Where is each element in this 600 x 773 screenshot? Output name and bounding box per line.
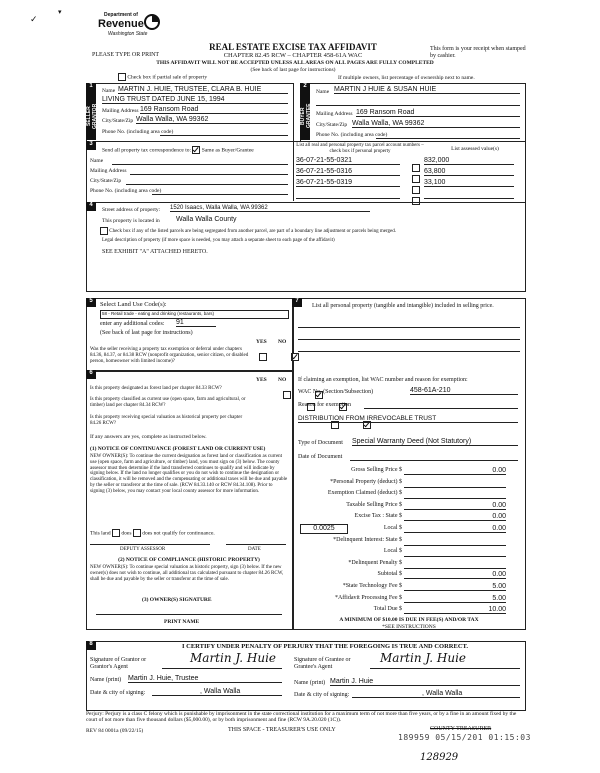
s6-yes-header: YES xyxy=(256,377,267,383)
reason-label: Reason for exemption xyxy=(298,402,351,408)
this-land-label: This land xyxy=(90,530,111,537)
grantor-signature-line[interactable] xyxy=(162,667,282,669)
corr-mailing-label: Mailing Address xyxy=(90,168,127,174)
assessor-date-label: DATE xyxy=(248,547,261,552)
same-as-buyer-checkbox[interactable] xyxy=(192,146,200,154)
calc-row xyxy=(298,525,520,537)
buyer-phone-label: Phone No. (including area code) xyxy=(316,132,388,138)
doc-date-label: Date of Document xyxy=(298,454,343,460)
calc-label: *Affidavit Processing Fee $ xyxy=(334,594,402,601)
assessor-signature-line[interactable] xyxy=(90,543,210,545)
seller-side-label: SELLER GRANTOR xyxy=(86,103,98,129)
parcel-row xyxy=(296,168,520,179)
calc-label: *Delinquent Interest: State $ xyxy=(333,536,402,543)
grantee-date-city-label: Date & city of signing: xyxy=(294,692,350,698)
qualify-label: qualify for continuance. xyxy=(162,530,215,537)
current-use-question: Is this property classified as current use (open space, farm and agricultural, or timber) land per chapter 84.34 RCW? xyxy=(90,397,246,408)
buyer-side-label: BUYER GRANTEE xyxy=(300,103,312,129)
section-3-number: 3 xyxy=(86,141,96,150)
street-field[interactable]: 1520 Isaacs, Walla Walla, WA 99362 xyxy=(170,205,370,212)
section-7-number: 7 xyxy=(292,298,302,307)
forest-yes-checkbox[interactable] xyxy=(283,391,291,399)
land-use-see-back: (See back of last page for instructions) xyxy=(100,330,193,336)
seller-mailing-field[interactable]: 169 Ransom Road xyxy=(140,106,288,114)
assessor-date-line[interactable] xyxy=(226,543,286,545)
grantee-name-field[interactable]: Martin J. Huie xyxy=(330,678,520,686)
forest-question: Is this property designated as forest land per chapter 84.33 RCW? xyxy=(90,386,222,391)
legal-label: Legal description of property (if more space is needed, you may attach a separate sheet to each page of the affidavit) xyxy=(102,238,335,243)
calc-value[interactable] xyxy=(404,490,506,499)
calc-row xyxy=(298,595,520,607)
continuance-row xyxy=(90,529,215,537)
personal-property-line-3[interactable] xyxy=(298,350,520,352)
notice-1-text: NEW OWNER(S): To continue the current designation as forest land or classification as current use (open space, farm and agriculture, or timber) land, you must sign on (3) below. The county assessor must then determine if the land transferred continues to qualify and will indicate by signing below. If the land no longer qualifies or you do not wish to continue the designation or classification, it will be removed and the compensating or additional taxes will be due and payable by the seller or transferor at the time of sale. (RCW 84.33.140 or RCW 84.34.108). Prior to signing (3) below, you may contact your local county assessor for more information. xyxy=(90,454,288,494)
calc-row xyxy=(298,583,520,595)
form-warning: THIS AFFIDAVIT WILL NOT BE ACCEPTED UNLESS ALL AREAS ON ALL PAGES ARE FULLY COMPLETED xyxy=(156,60,434,66)
calc-value[interactable]: 0.00 xyxy=(404,525,506,533)
parcel-row xyxy=(296,179,520,190)
parcel-number[interactable] xyxy=(296,190,400,199)
scan-mark: ✓ xyxy=(30,14,38,24)
section-6-number: 6 xyxy=(86,370,96,379)
dept-small: Department of xyxy=(104,12,138,18)
receipt-number: 128929 xyxy=(420,752,459,763)
does-not-checkbox[interactable] xyxy=(133,529,141,537)
additional-codes-field[interactable]: 91 xyxy=(176,319,216,327)
street-label: Street address of property: xyxy=(102,207,161,213)
buyer-city-field[interactable]: Walla Walla, WA 99362 xyxy=(352,120,520,128)
calc-label: Total Due $ xyxy=(373,606,402,613)
section-4-number: 4 xyxy=(86,202,96,211)
section-1-number: 1 xyxy=(86,83,96,92)
calc-row xyxy=(298,537,520,549)
buyer-name-field-2[interactable] xyxy=(316,97,520,106)
seller-phone-field[interactable] xyxy=(160,127,288,136)
historic-question: Is this property receiving special valuation as historical property per chapter 84.26 RCW? xyxy=(90,415,243,426)
county-treasurer-label: COUNTY TREASURER xyxy=(430,726,492,732)
grantee-signature[interactable]: Martin J. Huie xyxy=(380,651,467,665)
assessed-header: List assessed value(s) xyxy=(451,146,499,152)
seller-name-field-2[interactable]: LIVING TRUST DATED JUNE 15, 1994 xyxy=(102,96,288,104)
calc-row xyxy=(298,467,520,479)
minimum-due-note: A MINIMUM OF $10.00 IS DUE IN FEE(S) AND/OR TAX xyxy=(339,617,479,623)
boundary-label: Check box if any of the listed parcels are being segregated from another parcel, are part of a boundary line adjustment or parcels being merged. xyxy=(109,229,396,235)
see-instructions-note: *SEE INSTRUCTIONS xyxy=(382,624,436,630)
scan-dot-mark: ▾ xyxy=(58,8,62,16)
corr-city-label: City/State/Zip xyxy=(90,178,122,184)
treasurer-space-label: THIS SPACE - TREASURER'S USE ONLY xyxy=(228,727,336,733)
parcel-number[interactable]: 36-07-21-55-0316 xyxy=(296,168,400,176)
parcel-value[interactable]: 33,100 xyxy=(424,179,514,187)
additional-codes-label: enter any additional codes: xyxy=(100,321,165,327)
grantor-date-city-field[interactable]: , Walla Walla xyxy=(152,688,282,696)
section-4-box xyxy=(86,202,526,292)
corr-name-field[interactable] xyxy=(112,156,288,165)
does-not-label: does not xyxy=(142,530,161,537)
grantor-name-label: Name (print) xyxy=(90,677,122,683)
calc-row xyxy=(298,560,520,572)
parcel-value[interactable]: 63,800 xyxy=(424,168,514,176)
parcel-number[interactable]: 36-07-21-55-0321 xyxy=(296,157,400,165)
notice-1-title: (1) NOTICE OF CONTINUANCE (FOREST LAND OR CURRENT USE) xyxy=(90,446,266,452)
partial-sale-row xyxy=(118,73,207,81)
calc-value[interactable]: 0.00 xyxy=(404,502,506,510)
calc-row xyxy=(298,502,520,514)
calc-row xyxy=(298,606,520,618)
grantee-date-city-field[interactable]: , Walla Walla xyxy=(352,690,520,698)
section-6-box xyxy=(86,370,294,630)
grantor-date-city-label: Date & city of signing: xyxy=(90,690,146,696)
form-title: REAL ESTATE EXCISE TAX AFFIDAVIT xyxy=(209,42,377,52)
partial-sale-checkbox[interactable] xyxy=(118,73,126,81)
does-label: does xyxy=(121,530,132,537)
seller-mailing-label: Mailing Address xyxy=(102,108,139,114)
print-name-label: PRINT NAME xyxy=(164,619,200,625)
buyer-name-field[interactable]: MARTIN J HUIE & SUSAN HUIE xyxy=(334,86,520,94)
does-checkbox[interactable] xyxy=(112,529,120,537)
calc-row xyxy=(298,479,520,491)
buyer-mailing-field[interactable]: 169 Ransom Road xyxy=(356,109,520,117)
calc-value[interactable]: 0.00 xyxy=(404,467,506,475)
calc-label: Local $ xyxy=(383,524,402,531)
form-see-back: (See back of last page for instructions) xyxy=(250,67,336,73)
certify-statement: I CERTIFY UNDER PENALTY OF PERJURY THAT THE FOREGOING IS TRUE AND CORRECT. xyxy=(181,643,468,650)
same-as-buyer-label: Same as Buyer/Grantee xyxy=(201,147,254,154)
calc-row xyxy=(298,490,520,502)
seller-city-label: City/State/Zip xyxy=(102,118,134,124)
grantor-name-field[interactable]: Martin J. Huie, Trustee xyxy=(128,675,282,683)
personal-property-line-1[interactable] xyxy=(298,326,520,328)
reason-line[interactable] xyxy=(364,400,518,409)
corr-mailing-field[interactable] xyxy=(130,166,288,175)
buyer-mailing-label: Mailing Address xyxy=(316,111,353,117)
calc-label: *Delinquent Penalty $ xyxy=(348,559,402,566)
calc-label: Excise Tax : State $ xyxy=(354,513,402,520)
grantor-signature[interactable]: Martin J. Huie xyxy=(190,651,277,665)
corr-phone-field[interactable] xyxy=(152,186,288,195)
exemption-yes-checkbox[interactable] xyxy=(259,353,267,361)
corr-phone-label: Phone No. (including area code) xyxy=(90,188,162,194)
form-chapter: CHAPTER 82.45 RCW – CHAPTER 458-61A WAC xyxy=(223,52,363,59)
calc-value[interactable] xyxy=(404,548,506,557)
dept-state: Washington State xyxy=(108,31,148,37)
boundary-row xyxy=(100,227,396,235)
partial-sale-label: Check box if partial sale of property xyxy=(127,74,208,81)
seller-name-field[interactable]: MARTIN J. HUIE, TRUSTEE, CLARA B. HUIE xyxy=(118,86,288,94)
parcel-value[interactable] xyxy=(424,190,514,199)
dor-logo-icon xyxy=(143,13,161,31)
parcel-value[interactable]: 832,000 xyxy=(424,157,514,165)
seller-phone-label: Phone No. (including area code) xyxy=(102,129,174,135)
s5-no-header: NO xyxy=(278,339,287,345)
deputy-assessor-label: DEPUTY ASSESSOR xyxy=(120,547,166,552)
owner-signature-label: (3) OWNER(S) SIGNATURE xyxy=(142,597,212,603)
seller-name-label: Name xyxy=(102,88,116,94)
section-5-number: 5 xyxy=(86,298,96,307)
calc-value[interactable]: 10.00 xyxy=(404,606,506,614)
personal-property-text: List all personal property (tangible and intangible) included in selling price. xyxy=(312,303,494,309)
buyer-phone-field[interactable] xyxy=(376,130,520,139)
treasurer-stamp: 189959 05/15/201 01:15:03 xyxy=(398,733,531,742)
multiple-owners-note: If multiple owners, list percentage of ownership next to name. xyxy=(338,75,475,81)
calc-value[interactable] xyxy=(404,479,506,488)
parcel-row xyxy=(296,157,520,168)
parcel-header: List all real and personal property tax parcel account numbers – check box if personal property xyxy=(296,143,424,154)
local-rate-box[interactable]: 0.0025 xyxy=(300,524,348,534)
wac-number-label: WAC No. (Section/Subsection) xyxy=(298,389,374,395)
form-revision: REV 84 0001a (09/22/15) xyxy=(86,728,144,734)
wac-claim-label: If claiming an exemption, list WAC number and reason for exemption: xyxy=(298,377,468,383)
calc-row xyxy=(298,571,520,583)
exemption-question: Was the seller receiving a property tax exemption or deferral under chapters 84.36, 84.37, or 84.38 RCW (nonprofit organization, senior citizen, or disabled person, homeowner with limited income)? xyxy=(90,347,249,364)
legal-value[interactable]: SEE EXHIBIT "A" ATTACHED HERETO. xyxy=(102,249,208,255)
calc-value[interactable]: 5.00 xyxy=(404,595,506,603)
correspondence-row xyxy=(102,146,254,154)
doc-type-field[interactable]: Special Warranty Deed (Not Statutory) xyxy=(352,438,518,446)
section-2-number: 2 xyxy=(300,83,310,92)
calc-label: Gross Selling Price $ xyxy=(351,467,402,473)
receipt-note: This form is your receipt when stamped by cashier. xyxy=(430,46,526,59)
dor-logo xyxy=(86,11,170,45)
calc-value[interactable]: 0.00 xyxy=(404,571,506,579)
located-county[interactable]: Walla Walla County xyxy=(176,216,237,223)
grantor-signature-label: Signature of Grantor or Grantor's Agent xyxy=(90,657,147,670)
calc-label: Taxable Selling Price $ xyxy=(346,501,402,508)
calc-row xyxy=(298,548,520,560)
calc-label: *Personal Property (deduct) $ xyxy=(330,478,402,485)
calc-value[interactable]: 5.00 xyxy=(404,583,506,591)
land-use-title: Select Land Use Code(s): xyxy=(100,301,167,308)
calc-value[interactable]: 0.00 xyxy=(404,513,506,521)
grantee-signature-label: Signature of Grantee or Grantee's Agent xyxy=(294,657,351,670)
land-use-select[interactable]: 58 - Retail trade - eating and drinking (restaurants, bars) xyxy=(100,310,289,319)
type-or-print: PLEASE TYPE OR PRINT xyxy=(92,52,160,58)
section-8-number: 8 xyxy=(86,641,96,650)
notice-2-title: (2) NOTICE OF COMPLIANCE (HISTORIC PROPERTY) xyxy=(118,557,260,563)
if-yes-note: If any answers are yes, complete as instructed below. xyxy=(90,434,207,440)
located-label: This property is located in xyxy=(102,218,160,224)
corr-name-label: Name xyxy=(90,158,104,164)
calc-label: Local $ xyxy=(383,548,402,555)
seller-city-field[interactable]: Walla Walla, WA 99362 xyxy=(136,116,288,124)
s6-no-header: NO xyxy=(278,377,287,383)
correspondence-label: Send all property tax correspondence to: xyxy=(102,147,192,154)
grantee-name-label: Name (print) xyxy=(294,680,326,686)
calc-label: Exemption Claimed (deduct) $ xyxy=(327,490,402,497)
buyer-name-label: Name xyxy=(316,89,330,95)
calc-label: *State Technology Fee $ xyxy=(342,582,402,589)
corr-city-field[interactable] xyxy=(126,176,288,185)
buyer-city-label: City/State/Zip xyxy=(316,122,348,128)
s5-yes-header: YES xyxy=(256,339,267,345)
parcel-list xyxy=(296,157,520,201)
section-3-divider xyxy=(293,141,294,201)
tax-calculation xyxy=(298,467,520,618)
doc-type-label: Type of Document xyxy=(298,440,343,446)
wac-number-field[interactable]: 458-61A-210 xyxy=(410,387,518,395)
calc-value[interactable] xyxy=(404,560,506,569)
parcel-number[interactable]: 36-07-21-55-0319 xyxy=(296,179,400,187)
boundary-checkbox[interactable] xyxy=(100,227,108,235)
parcel-row xyxy=(296,190,520,201)
notice-2-text: NEW OWNER(S): To continue special valuation as historic property, sign (3) below. If the new owner(s) does not wish to continue, all additional tax calculated pursuant to chapter 84.26 RCW, shall be due and payable by the seller or transferor at the time of sale. xyxy=(90,565,284,582)
calc-value[interactable] xyxy=(404,537,506,546)
personal-property-line-2[interactable] xyxy=(298,338,520,340)
perjury-notice: Perjury: Perjury is a class C felony which is punishable by imprisonment in the state correctional institution for a maximum term of not more than five years, or by a fine in an amount fixed by the court of not more than five thousand dollars ($5,000.00), or by both imprisonment and fine (RCW 9A.20.020 (1C)). xyxy=(86,711,517,724)
doc-date-field[interactable] xyxy=(350,452,518,461)
grantee-signature-line[interactable] xyxy=(370,667,520,669)
reason-field[interactable]: DISTRIBUTION FROM IRREVOCABLE TRUST xyxy=(298,415,518,423)
calc-label: Subtotal $ xyxy=(377,571,402,578)
owner-signature-line[interactable] xyxy=(96,613,282,615)
dept-name: Revenue xyxy=(98,18,144,30)
